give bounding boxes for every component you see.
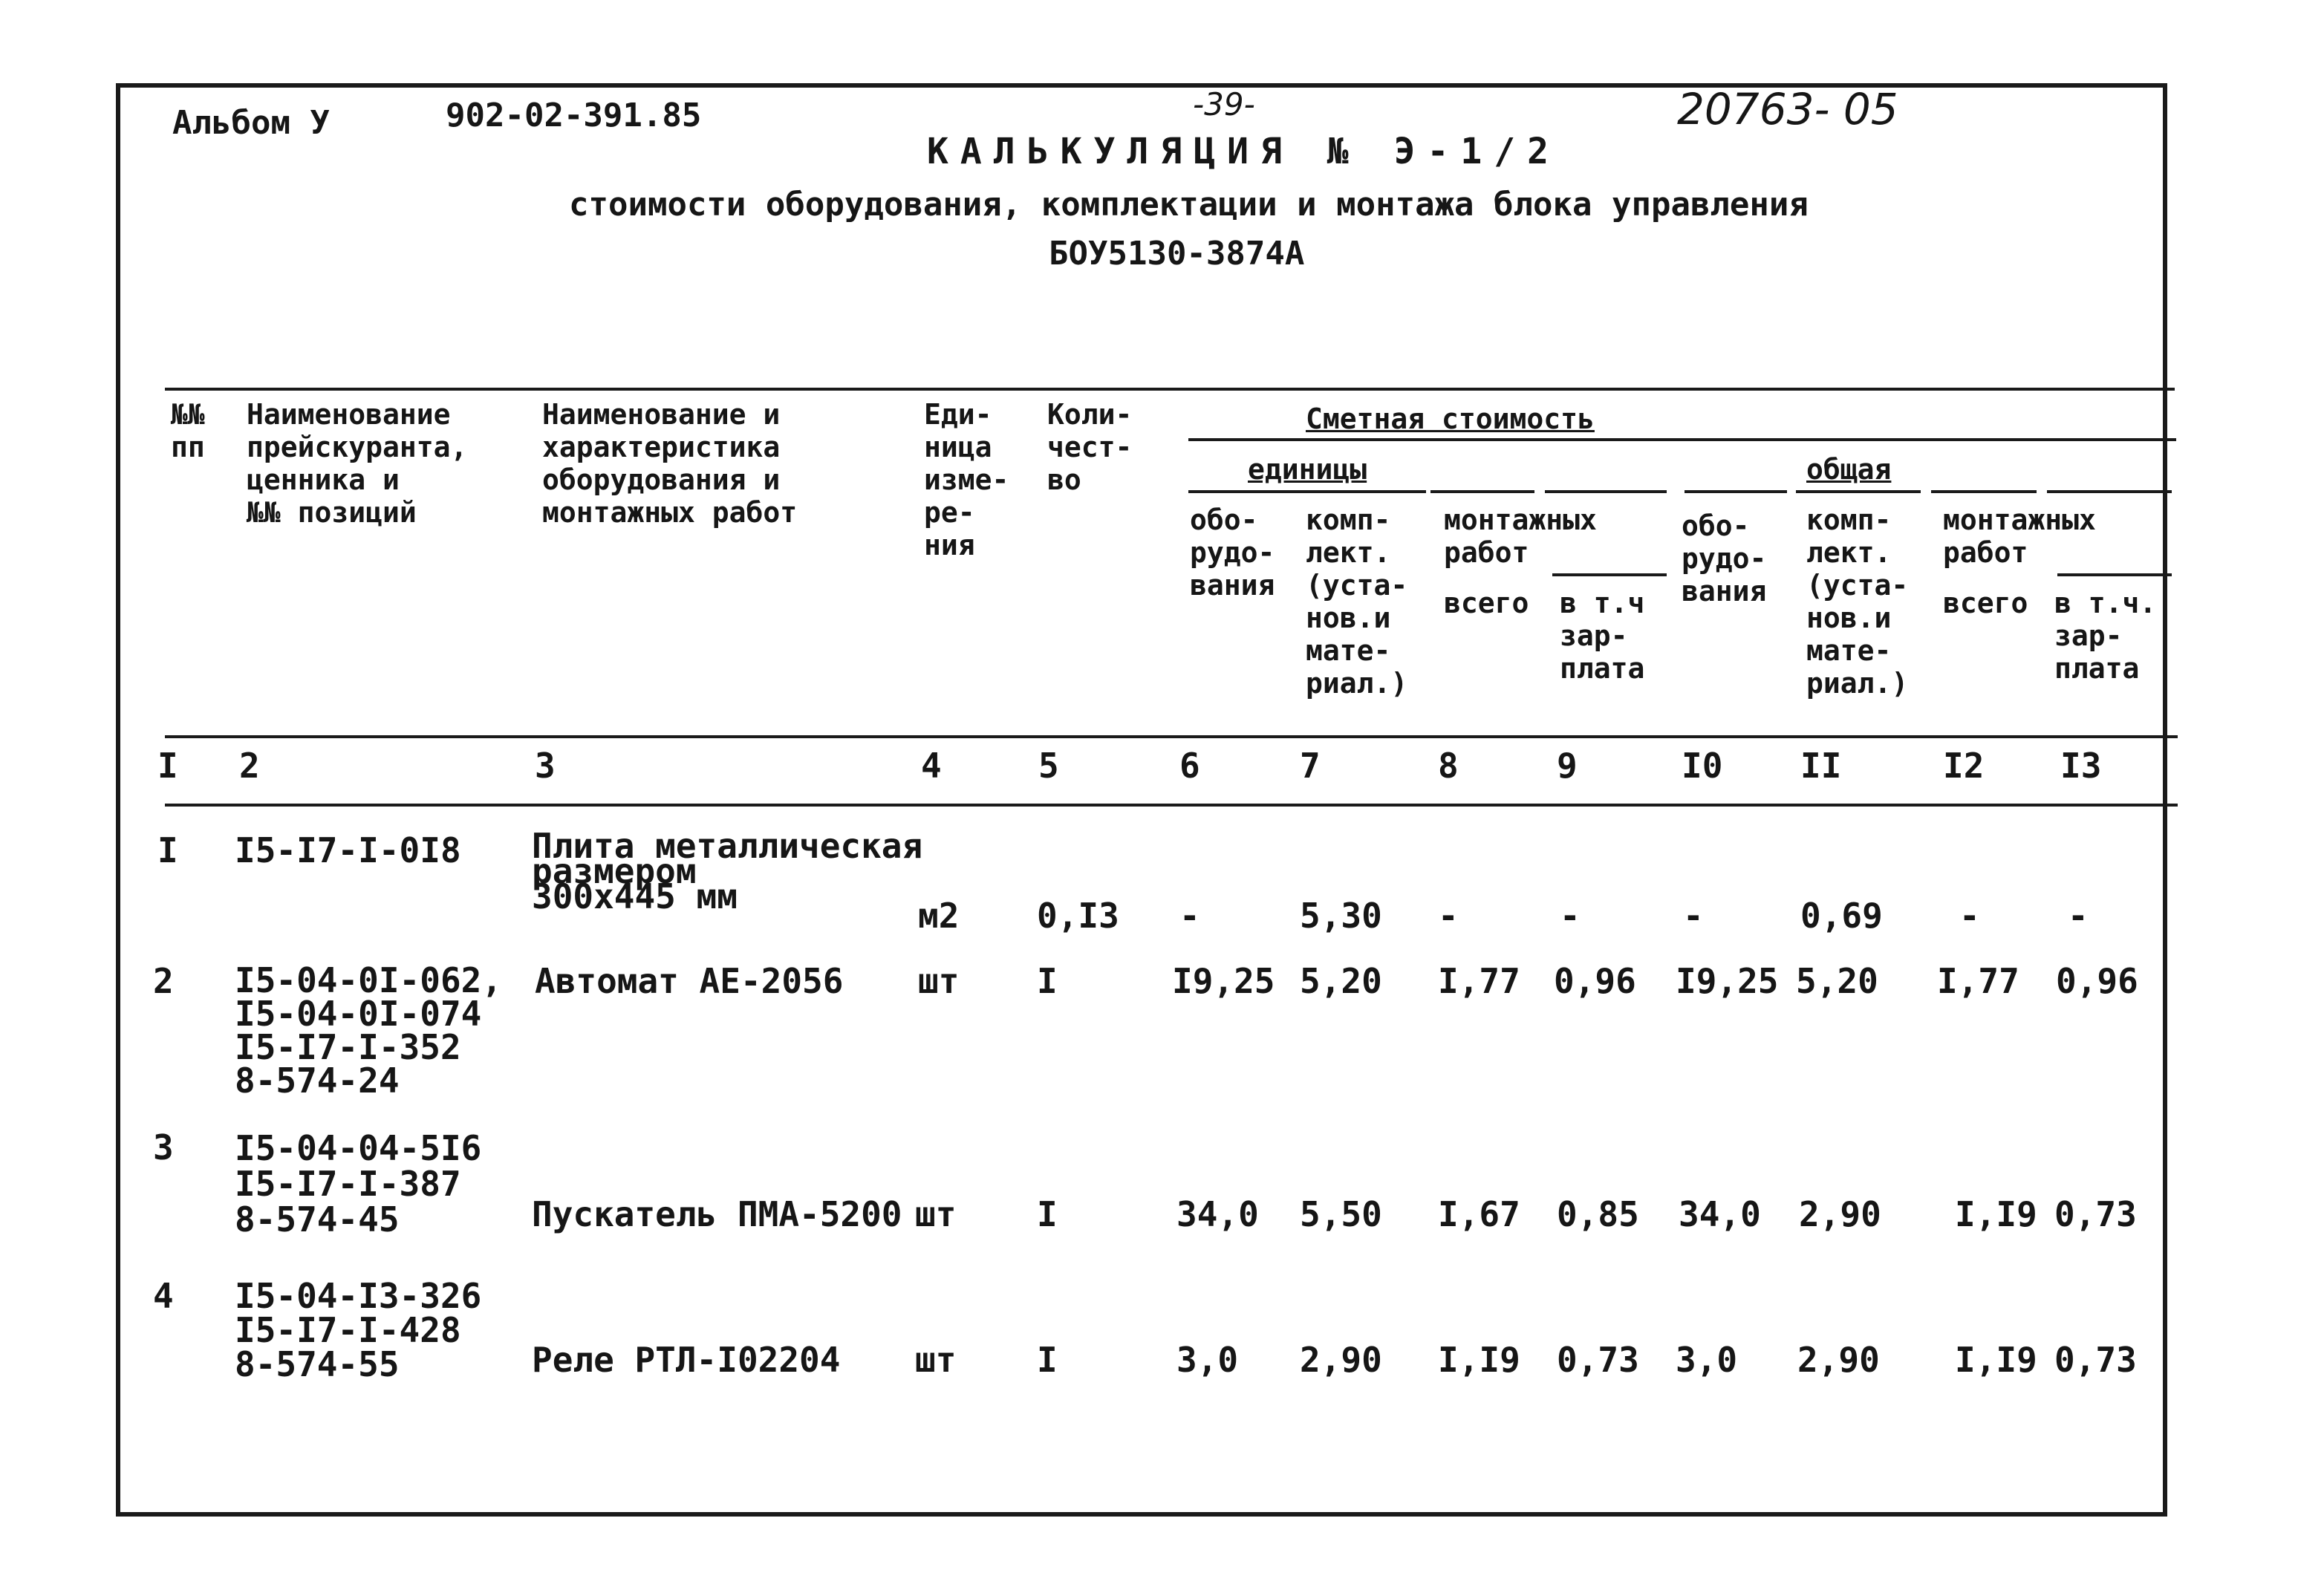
header-bottom-rule	[165, 735, 2178, 738]
item-quantity: I	[1037, 961, 1058, 1001]
column-number: 5	[1038, 746, 1059, 786]
cost-value: -	[1683, 896, 1704, 936]
item-quantity: I	[1037, 1340, 1058, 1380]
item-unit: шт	[918, 961, 960, 1001]
cost-value: -	[1959, 896, 1980, 936]
col-6-header: обо- рудо- вания	[1190, 504, 1275, 602]
item-name: Автомат АЕ-2056	[535, 961, 844, 1001]
col-equipment-header: Наименование и характеристика оборудования и монтажных работ	[542, 398, 798, 529]
col-10-header: обо- рудо- вания	[1682, 509, 1767, 608]
unit-rule-c	[1545, 490, 1667, 493]
row-number: 4	[153, 1276, 174, 1316]
cost-value: 0,69	[1800, 896, 1883, 936]
column-number: 6	[1179, 746, 1200, 786]
cost-value: I,77	[1438, 961, 1520, 1001]
column-number: 8	[1438, 746, 1459, 786]
mount-total-rule	[2057, 573, 2172, 576]
cost-value: 2,90	[1797, 1340, 1880, 1380]
column-number: 9	[1557, 746, 1578, 786]
column-number: I	[157, 746, 178, 786]
total-rule-a	[1685, 490, 1787, 493]
cost-value: 34,0	[1679, 1194, 1761, 1234]
cost-value: 5,50	[1300, 1194, 1382, 1234]
unit-designation: БОУ5130-3874А	[1049, 235, 1305, 273]
group-rule	[1188, 438, 2176, 441]
cost-value: I9,25	[1172, 961, 1275, 1001]
mount-unit-header: монтажных работ	[1444, 504, 1597, 569]
column-number: 2	[239, 746, 260, 786]
column-number: I0	[1682, 746, 1723, 786]
col-11-header: комп- лект. (уста- нов.и мате- риал.)	[1806, 504, 1909, 700]
col-7-header: комп- лект. (уста- нов.и мате- риал.)	[1306, 504, 1408, 700]
item-quantity: 0,I3	[1037, 896, 1119, 936]
column-numbers-rule	[165, 804, 2178, 807]
cost-value: -	[1560, 896, 1581, 936]
cost-value: 2,90	[1300, 1340, 1382, 1380]
mount-total-header: монтажных работ	[1943, 504, 2096, 569]
item-unit: шт	[915, 1194, 957, 1234]
unit-rule	[1188, 490, 1426, 493]
item-name: Плита металлическая размером 300x445 мм	[532, 826, 923, 916]
cost-value: 0,85	[1557, 1194, 1639, 1234]
cost-value: 5,30	[1300, 896, 1382, 936]
cost-value: 0,96	[1554, 961, 1636, 1001]
row-number: 2	[153, 961, 174, 1001]
document-subtitle: стоимости оборудования, комплектации и монтажа блока управления	[569, 186, 1809, 224]
total-rule-c	[1931, 490, 2037, 493]
col-price-list-header: Наименование прейскуранта, ценника и №№ позиций	[247, 398, 468, 529]
item-name: Пускатель ПМА-5200	[532, 1194, 902, 1234]
col-9-header: в т.ч зар- плата	[1560, 587, 1645, 685]
cost-value: I,I9	[1438, 1340, 1520, 1380]
total-cost-header: общая	[1806, 453, 1892, 486]
cost-value: I9,25	[1676, 961, 1779, 1001]
unit-rule-b	[1430, 490, 1534, 493]
cost-group-header: Сметная стоимость	[1306, 403, 1595, 435]
document-title: КАЛЬКУЛЯЦИЯ № Э-1/2	[927, 131, 1561, 172]
cost-value: I,I9	[1955, 1194, 2037, 1234]
cost-value: 2,90	[1799, 1194, 1881, 1234]
unit-cost-header: единицы	[1248, 453, 1367, 486]
row-number: I	[157, 830, 178, 870]
cost-value: 3,0	[1676, 1340, 1738, 1380]
cost-value: -	[1179, 896, 1200, 936]
cost-value: I,77	[1937, 961, 2019, 1001]
column-number: 3	[535, 746, 556, 786]
total-rule-d	[2047, 490, 2172, 493]
col-13-header: в т.ч. зар- плата	[2054, 587, 2157, 685]
row-number: 3	[153, 1127, 174, 1167]
cost-value: 0,96	[2056, 961, 2138, 1001]
mount-unit-rule	[1552, 573, 1667, 576]
column-number: 4	[921, 746, 942, 786]
item-unit: шт	[915, 1340, 957, 1380]
col-12-header: всего	[1943, 587, 2028, 619]
cost-value: I,I9	[1955, 1340, 2037, 1380]
price-list-codes: I5-04-I3-326 I5-I7-I-428 8-574-55	[235, 1276, 482, 1384]
total-rule-b	[1796, 490, 1921, 493]
price-list-codes: I5-04-04-5I6 I5-I7-I-387 8-574-45	[235, 1128, 482, 1240]
item-unit: м2	[918, 896, 960, 936]
column-number: II	[1800, 746, 1842, 786]
cost-value: -	[1438, 896, 1459, 936]
col-unit-header: Еди- ница изме- ре- ния	[924, 398, 1009, 561]
cost-value: 0,73	[2054, 1194, 2137, 1234]
stamp-number: 20763- 05	[1677, 84, 1898, 134]
cost-value: 5,20	[1300, 961, 1382, 1001]
table-top-rule	[165, 388, 2175, 391]
col-8-header: всего	[1444, 587, 1529, 619]
column-number: I3	[2060, 746, 2102, 786]
page-number: -39-	[1193, 86, 1255, 123]
cost-value: 5,20	[1796, 961, 1878, 1001]
column-number: 7	[1300, 746, 1321, 786]
item-quantity: I	[1037, 1194, 1058, 1234]
cost-value: I,67	[1438, 1194, 1520, 1234]
cost-value: 0,73	[1557, 1340, 1639, 1380]
cost-value: 3,0	[1176, 1340, 1239, 1380]
col-quantity-header: Коли- чест- во	[1047, 398, 1133, 496]
price-list-codes: I5-04-0I-062, I5-04-0I-074 I5-I7-I-352 8-574-24	[235, 960, 503, 1101]
item-name: Реле РТЛ-I02204	[532, 1340, 841, 1380]
col-number-header: №№ пп	[171, 398, 205, 463]
album-label: Альбом У	[172, 104, 330, 142]
cost-value: -	[2068, 896, 2089, 936]
cost-value: 0,73	[2054, 1340, 2137, 1380]
column-number: I2	[1943, 746, 1985, 786]
project-code: 902-02-391.85	[446, 97, 702, 134]
cost-value: 34,0	[1176, 1194, 1259, 1234]
price-list-codes: I5-I7-I-0I8	[235, 830, 461, 870]
